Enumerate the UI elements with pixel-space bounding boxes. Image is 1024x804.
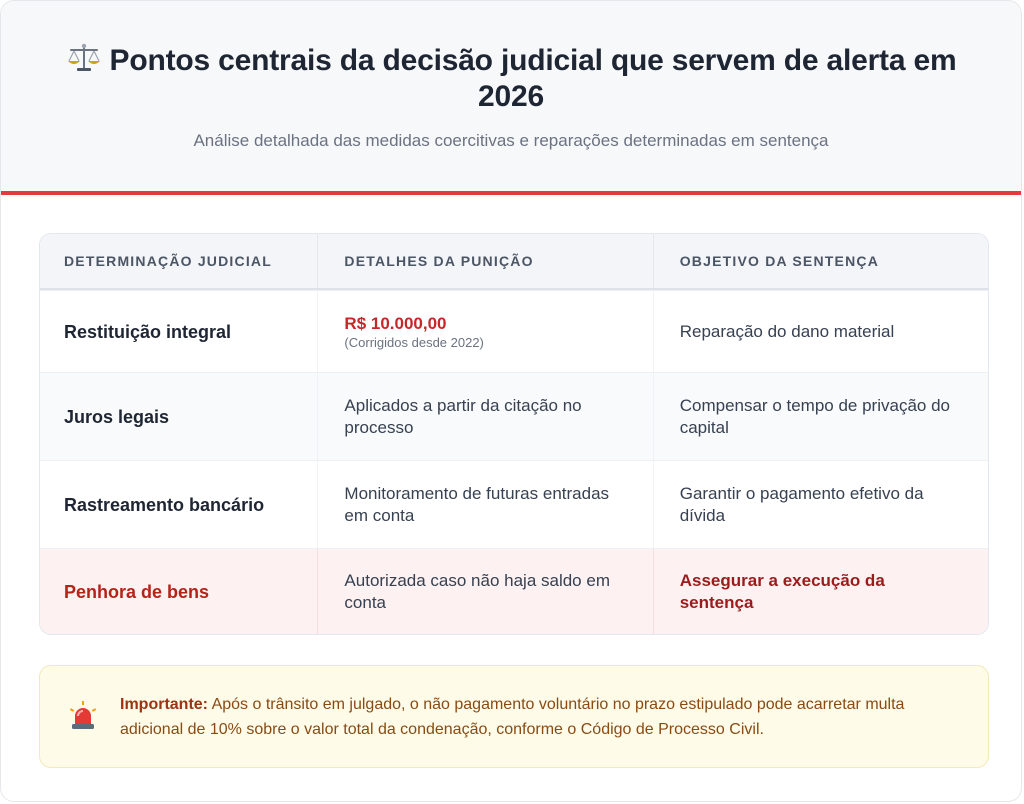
amount-note: (Corrigidos desde 2022) — [344, 334, 484, 350]
cell-determination — [40, 549, 317, 634]
page-title — [61, 43, 961, 115]
amount-value: R$ 10.000,00 — [344, 313, 447, 333]
siren-icon — [66, 700, 100, 734]
scales-icon — [66, 43, 102, 73]
cell-objective — [653, 291, 988, 372]
cell-detail — [317, 373, 652, 460]
table-header — [40, 234, 988, 290]
objective-text: Assegurar a execução da sentença — [679, 570, 885, 612]
cell-objective — [653, 461, 988, 548]
column-header-details: DETALHES DA PUNIÇÃO — [317, 234, 652, 288]
notice-text — [120, 692, 970, 742]
notice-body: Após o trânsito em julgado, o não pagamento voluntário no prazo estipulado pode acarretar multa adicional de 10% sobre o valor total da condenação, conforme o Código de Processo Civil. — [120, 695, 905, 738]
determination-label: Juros legais — [64, 406, 170, 427]
objective-text: Reparação do dano material — [679, 321, 895, 341]
cell-detail — [317, 291, 652, 372]
important-notice — [39, 665, 989, 768]
objective-text: Compensar o tempo de privação do capital — [679, 395, 950, 437]
notice-label: Importante: — [120, 695, 208, 713]
table-row — [40, 372, 988, 460]
detail-text: Monitoramento de futuras entradas em conta — [344, 483, 610, 525]
detail-text: Autorizada caso não haja saldo em conta — [344, 570, 610, 612]
cell-determination — [40, 461, 317, 548]
page-header — [1, 1, 1021, 195]
page-title-text: Pontos centrais da decisão judicial que servem de alerta em 2026 — [109, 44, 957, 113]
cell-detail — [317, 461, 652, 548]
table-row — [40, 460, 988, 548]
objective-text: Garantir o pagamento efetivo da dívida — [679, 483, 924, 525]
table-row — [40, 290, 988, 372]
determination-label: Restituição integral — [64, 321, 232, 342]
cell-determination — [40, 373, 317, 460]
column-header-determination: DETERMINAÇÃO JUDICIAL — [64, 253, 272, 269]
page-subtitle: Análise detalhada das medidas coercitivas e reparações determinadas em sentença — [193, 131, 829, 150]
column-header-objective: OBJETIVO DA SENTENÇA — [653, 234, 988, 288]
determination-label: Rastreamento bancário — [64, 494, 265, 515]
determination-label: Penhora de bens — [64, 581, 210, 602]
cell-objective — [653, 373, 988, 460]
decision-table — [39, 233, 989, 635]
cell-objective — [653, 549, 988, 634]
table-row-highlight — [40, 548, 988, 634]
cell-detail — [317, 549, 652, 634]
cell-determination — [40, 291, 317, 372]
detail-text: Aplicados a partir da citação no processo — [344, 395, 582, 437]
